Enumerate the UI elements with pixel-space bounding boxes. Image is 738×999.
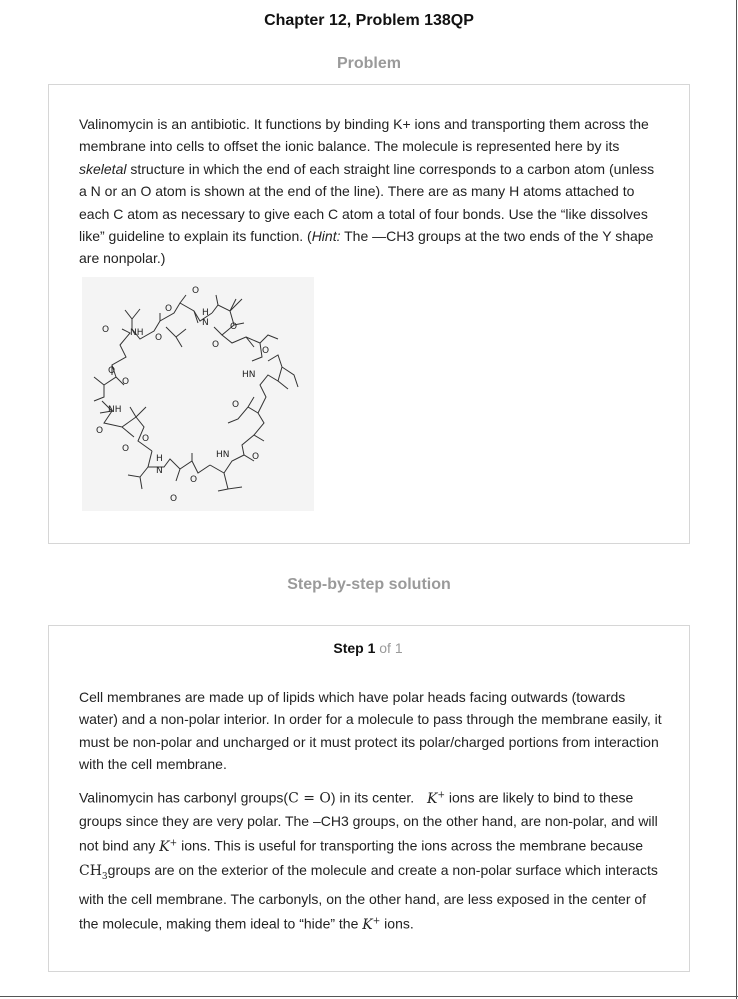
step-indicator [49, 640, 687, 656]
atom-label: O [252, 452, 260, 462]
step-number: Step 1 [333, 640, 376, 656]
carbonyl-formula: C = O [288, 790, 331, 807]
solution-paragraph-1: Cell membranes are made up of lipids which have polar heads facing outwards (towards water) and a non-polar interior. In order for a molecule to pass through the membrane easily, it must be non-polar and uncharged or it must protect its polar/charged portions from interaction with the cell membrane. [79, 689, 662, 773]
atom-label: HN [242, 370, 256, 380]
page-frame-right [736, 0, 737, 999]
hint-label: Hint: [311, 228, 341, 245]
atom-label: O [108, 366, 116, 376]
page-frame-bottom [0, 996, 738, 997]
atom-label: O [96, 426, 104, 436]
solution-card [48, 625, 690, 972]
atom-label: O [232, 400, 240, 410]
problem-heading: Problem [336, 55, 401, 72]
atom-label: NH [108, 405, 122, 415]
atom-label: NH [130, 328, 144, 338]
atom-label: O [170, 494, 178, 504]
methyl-formula: $CH_3$ [79, 862, 108, 882]
step-total: of 1 [379, 640, 403, 656]
atom-label: O [102, 325, 110, 335]
potassium-ion-formula: K+ [362, 916, 381, 933]
problem-text: Valinomycin is an antibiotic. It functions by binding K+ ions and transporting them across the membrane into cells to offset the ionic balance. The molecule is represented here by its skeletal structure in which the end of each straight line corresponds to a carbon atom (unless a N or an O atom is shown at the end of the line). There are as many H atoms attached to each C atom as necessary to give each C atom a total of four bonds. Use the “like dissolves like” guideline to explain its function. (Hint: The —CH3 groups at the two ends of the Y shape are nonpolar.) [79, 116, 655, 267]
atom-label: N [156, 466, 163, 476]
solution-paragraph-2: Valinomycin has carbonyl groups(C = O) in its center. K+ ions are likely to bind to these groups since they are very polar. The –CH3 groups, on the other hand, are non-polar, and will not bind any K+ ions. This is useful for transporting the ions across the membrane because $CH_3groups$ are on the exterior of the molecule and create a non-polar surface which interacts with the cell membrane. The carbonyls, on the other hand, are less exposed in the center of the molecule, making them ideal to “hide” the K+ ions. [79, 789, 658, 933]
atom-label: O [122, 377, 130, 387]
page-title: Chapter 12, Problem 138QP [264, 12, 474, 29]
atom-label: N [202, 318, 209, 328]
potassium-ion-formula: K+ [426, 790, 445, 807]
valinomycin-structure-image [82, 277, 314, 511]
solution-heading: Step-by-step solution [287, 576, 451, 593]
valinomycin-skeletal-diagram [82, 277, 314, 511]
atom-label: H [156, 454, 163, 464]
atom-label: O [192, 286, 200, 296]
atom-label: O [262, 346, 270, 356]
atom-label: O [165, 304, 173, 314]
atom-label: O [122, 444, 130, 454]
skeletal-term: skeletal [79, 160, 127, 177]
atom-label: O [155, 333, 163, 343]
atom-label: O [230, 322, 238, 332]
potassium-ion-formula: K+ [159, 838, 178, 856]
atom-label: O [190, 475, 198, 485]
atom-label: HN [216, 450, 230, 460]
atom-label: H [202, 308, 209, 318]
atom-label: O [212, 340, 220, 350]
atom-label: O [142, 434, 150, 444]
problem-card [48, 84, 690, 544]
